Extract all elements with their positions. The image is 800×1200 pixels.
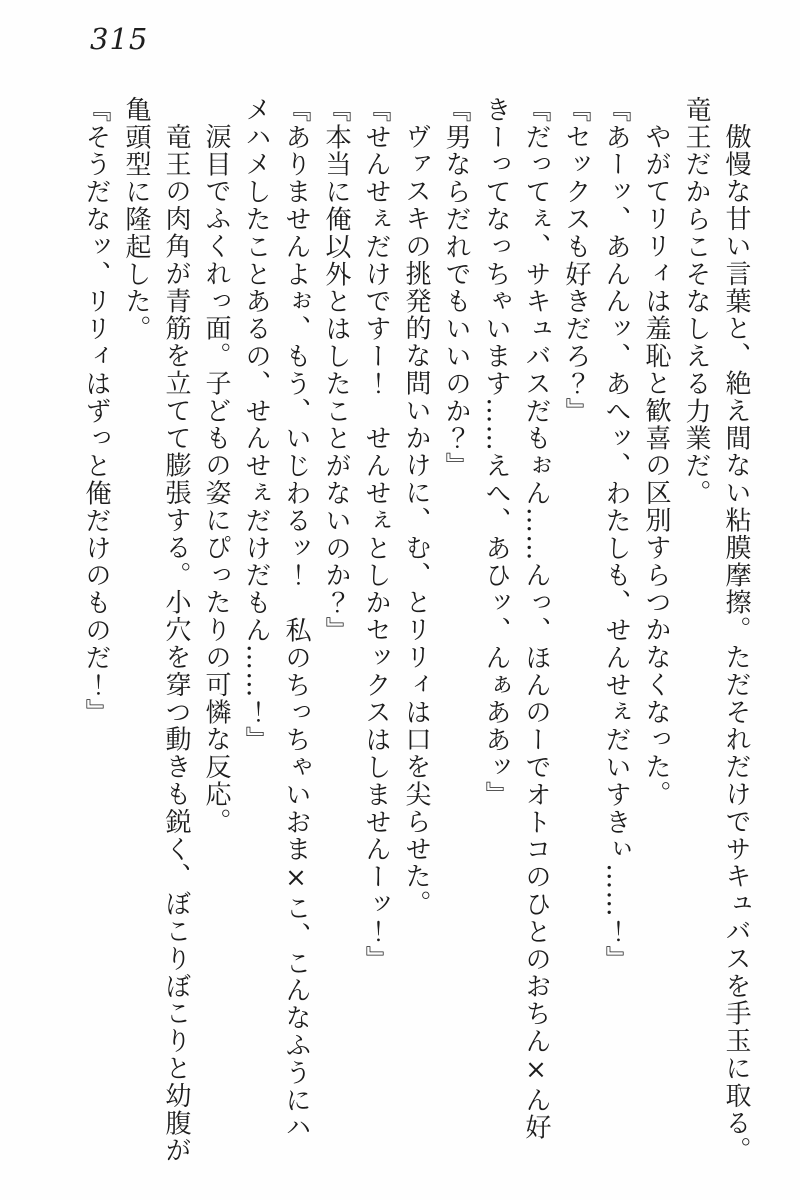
paragraph-dialogue: 『だってぇ、サキュバスだもぉん……んっ、ほんのーでオトコのひとのおちん×ん好きーってなっちゃいます……えへ、あひッ、んぁああッ』 (481, 96, 551, 1142)
paragraph-dialogue: 『セックスも好きだろ？』 (561, 96, 591, 425)
paragraph-narration: 傲慢な甘い言葉と、絶え間ない粘膜摩擦。ただそれだけでサキュバスを手玉に取る。竜王だからこそなしえる力業だ。 (681, 96, 751, 1165)
paragraph-dialogue: 『そうだなッ、リリィはずっと俺だけのものだ！』 (81, 96, 111, 727)
paragraph-narration: 涙目でふくれっ面。子どもの姿にぴったりの可憐な反応。 (201, 123, 231, 836)
vertical-text-block (62, 96, 756, 1168)
paragraph-narration: 竜王の肉角が青筋を立てて膨張する。小穴を穿つ動きも鋭く、ぼこりぼこりと幼腹が亀頭型に隆起した。 (121, 96, 191, 1165)
paragraph-dialogue: 『本当に俺以外とはしたことがないのか？』 (321, 96, 351, 644)
paragraph-dialogue: 『せんせぇだけですー！ せんせぇとしかセックスはしませんーッ！』 (361, 96, 391, 973)
paragraph-dialogue: 『ありませんよぉ、もう、いじわるッ！ 私のちっちゃいおま×こ、こんなふうにハメハメしたことあるの、せんせぇだけだもん……！』 (241, 96, 311, 1142)
paragraph-narration: ヴァスキの挑発的な問いかけに、む、とリリィは口を尖らせた。 (401, 123, 431, 918)
paragraph-narration: やがてリリィは羞恥と歓喜の区別すらつかなくなった。 (641, 123, 671, 808)
paragraph-dialogue: 『あーッ、あんんッ、あへッ、わたしも、せんせぇだいすきぃ……！』 (601, 96, 631, 973)
page-number: 315 (90, 22, 149, 56)
paragraph-dialogue: 『男ならだれでもいいのか？』 (441, 96, 471, 480)
